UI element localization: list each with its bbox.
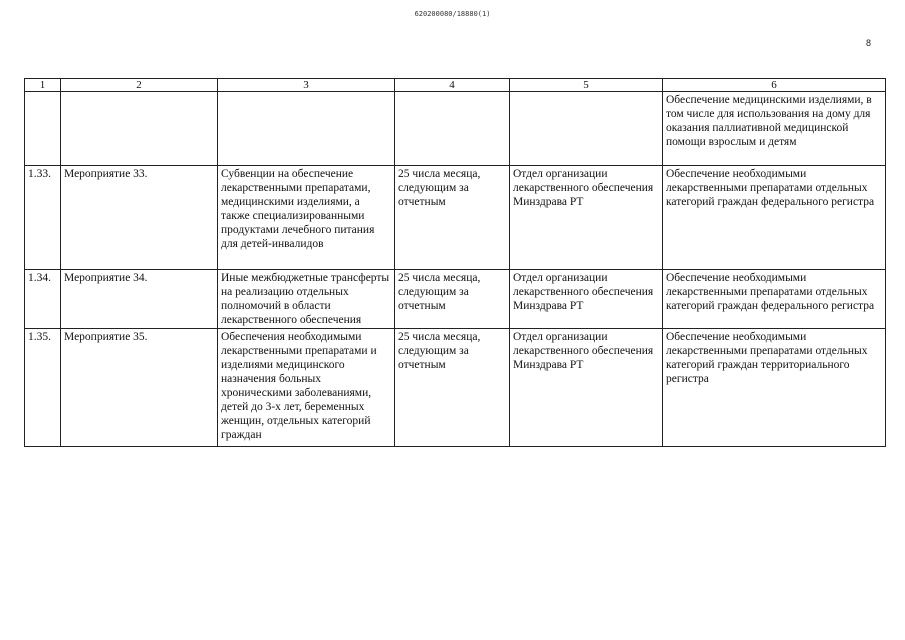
deadline-cell: 25 числа месяца, следующим за отчетным xyxy=(395,166,510,270)
deadline-cell: 25 числа месяца, следующим за отчетным xyxy=(395,329,510,447)
column-header-3: 3 xyxy=(218,79,395,92)
table-row xyxy=(25,270,886,329)
column-header-1: 1 xyxy=(25,79,61,92)
table-row xyxy=(25,166,886,270)
measure-description-cell: Субвенции на обеспечение лекарственными препаратами, медицинскими изделиями, а также специализированными продуктами лечебного питания для детей-инвалидов xyxy=(218,166,395,270)
row-number-cell: 1.35. xyxy=(25,329,61,447)
executor-cell: Отдел организации лекарственного обеспечения Минздрава РТ xyxy=(510,270,663,329)
measure-name-cell: Мероприятие 35. xyxy=(61,329,218,447)
measure-name-cell: Мероприятие 33. xyxy=(61,166,218,270)
deadline-cell: 25 числа месяца, следующим за отчетным xyxy=(395,270,510,329)
row-number-cell: 1.33. xyxy=(25,166,61,270)
result-cell: Обеспечение необходимыми лекарственными препаратами отдельных категорий граждан территориального регистра xyxy=(663,329,886,447)
measure-description-cell: Обеспечения необходимыми лекарственными препаратами и изделиями медицинского назначения больных хроническими заболеваниями, детей до 3-х лет, беременных женщин, отдельных категорий граждан xyxy=(218,329,395,447)
page-number: 8 xyxy=(866,38,872,48)
row-number-cell xyxy=(25,92,61,166)
table-row xyxy=(25,92,886,166)
row-number-cell: 1.34. xyxy=(25,270,61,329)
measure-description-cell: Иные межбюджетные трансферты на реализацию отдельных полномочий в области лекарственного обеспечения xyxy=(218,270,395,329)
measures-table xyxy=(24,78,886,447)
measure-name-cell xyxy=(61,92,218,166)
header-row xyxy=(25,79,886,92)
column-header-2: 2 xyxy=(61,79,218,92)
result-cell: Обеспечение необходимыми лекарственными препаратами отдельных категорий граждан федерального регистра xyxy=(663,270,886,329)
column-header-5: 5 xyxy=(510,79,663,92)
column-header-6: 6 xyxy=(663,79,886,92)
result-cell: Обеспечение необходимыми лекарственными препаратами отдельных категорий граждан федерального регистра xyxy=(663,166,886,270)
measure-description-cell xyxy=(218,92,395,166)
result-cell: Обеспечение медицинскими изделиями, в том числе для использования на дому для оказания паллиативной медицинской помощи взрослым и детям xyxy=(663,92,886,166)
deadline-cell xyxy=(395,92,510,166)
measure-name-cell: Мероприятие 34. xyxy=(61,270,218,329)
column-header-4: 4 xyxy=(395,79,510,92)
executor-cell: Отдел организации лекарственного обеспечения Минздрава РТ xyxy=(510,166,663,270)
executor-cell xyxy=(510,92,663,166)
document-id: 620200080/18880(1) xyxy=(414,10,491,18)
executor-cell: Отдел организации лекарственного обеспечения Минздрава РТ xyxy=(510,329,663,447)
table-row xyxy=(25,329,886,447)
